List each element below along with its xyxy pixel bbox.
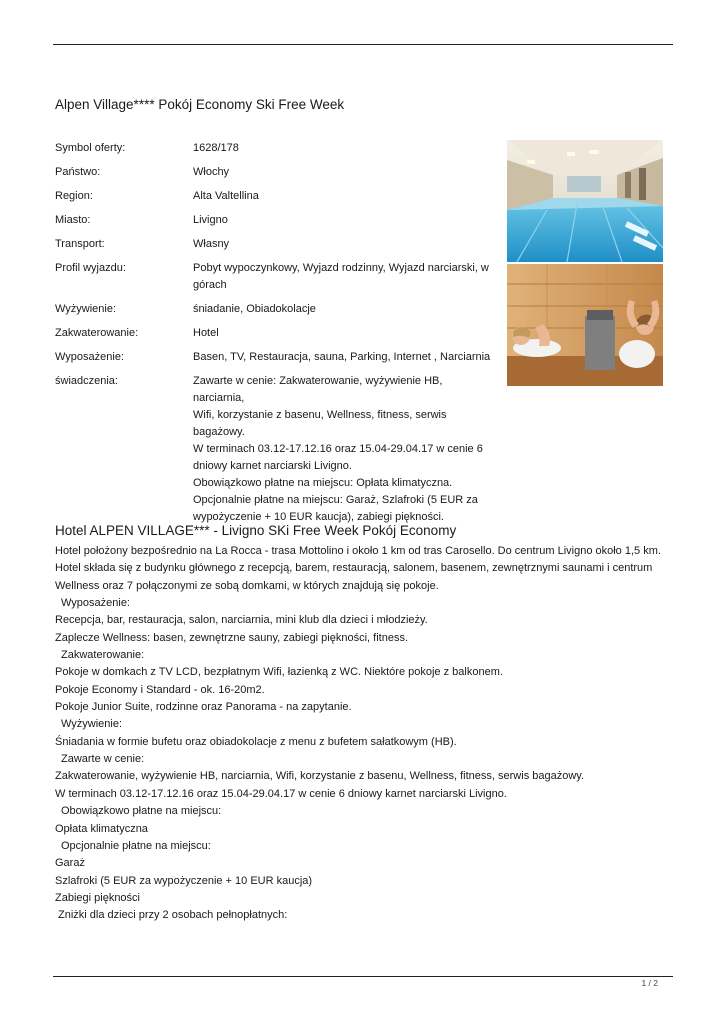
pool-photo-graphic xyxy=(507,140,663,262)
spec-value: śniadanie, Obiadokolacje xyxy=(193,303,316,315)
description-line: Zakwaterowanie, wyżywienie HB, narciarnia, Wifi, korzystanie z basenu, Wellness, fitness, serwis bagażowy. xyxy=(55,770,585,783)
spec-row xyxy=(55,164,500,181)
spec-label: Transport: xyxy=(55,238,105,250)
spec-value: Basen, TV, Restauracja, sauna, Parking, Internet , Narciarnia xyxy=(193,351,491,363)
spec-value: 1628/178 xyxy=(193,142,239,154)
spec-row xyxy=(55,188,500,205)
spec-row xyxy=(55,212,500,229)
header-rule xyxy=(53,44,673,45)
spec-row xyxy=(55,373,500,526)
spec-row xyxy=(55,236,500,253)
spec-label: Miasto: xyxy=(55,214,91,226)
description-line: W terminach 03.12-17.12.16 oraz 15.04-29.04.17 w cenie 6 dniowy karnet narciarski Livigno. xyxy=(55,787,507,800)
description-line: Hotel składa się z budynku głównego z recepcją, barem, restauracją, salonem, basenem, zewnętrznymi saunami i centrum xyxy=(55,562,653,575)
spec-value: Włochy xyxy=(193,166,230,178)
description-line: Opłata klimatyczna xyxy=(55,822,148,835)
spec-value: Hotel xyxy=(193,327,219,339)
hotel-description xyxy=(55,543,670,925)
spec-value: Alta Valtellina xyxy=(193,190,259,202)
sauna-photo-graphic xyxy=(507,264,663,386)
offer-title: Alpen Village**** Pokój Economy Ski Free Week xyxy=(55,97,345,112)
description-line: Zaplecze Wellness: basen, zewnętrzne sauny, zabiegi piękności, fitness. xyxy=(55,631,408,644)
spec-label: Profil wyjazdu: xyxy=(55,262,126,274)
spec-value: Zawarte w cenie: Zakwaterowanie, wyżywienie HB, narciarnia, Wifi, korzystanie z basenu, Wellness, fitness, serwis bagażowy. W terminach 03.12-17.12.16 oraz 15.04-29.04.17 w cenie 6 dniowy karnet narciarski Livigno. Obowiązkowo płatne na miejscu: Opłata klimatyczna. Opcjonalnie płatne na miejscu: Garaż, Szlafroki (5 EUR za wypożyczenie + 10 EUR kaucja), zabiegi piękności. xyxy=(193,375,483,523)
description-line: Pokoje Economy i Standard - ok. 16-20m2. xyxy=(55,683,265,696)
spec-row xyxy=(55,260,500,294)
spec-value: Livigno xyxy=(193,214,228,226)
spec-row xyxy=(55,325,500,342)
pool-photo xyxy=(507,140,663,262)
description-line: Zawarte w cenie: xyxy=(61,753,145,766)
spec-value: Pobyt wypoczynkowy, Wyjazd rodzinny, Wyjazd narciarski, w górach xyxy=(193,262,489,291)
spec-value: Własny xyxy=(193,238,230,250)
description-line: Obowiązkowo płatne na miejscu: xyxy=(61,805,222,818)
spec-row xyxy=(55,349,500,366)
spec-label: Region: xyxy=(55,190,93,202)
spec-label: Wyżywienie: xyxy=(55,303,117,315)
spec-label: Zakwaterowanie: xyxy=(55,327,139,339)
description-line: Wellness oraz 7 połączonymi ze sobą domkami, w których znajdują się pokoje. xyxy=(55,579,439,592)
spec-label: Wyposażenie: xyxy=(55,351,124,363)
description-line: Wyżywienie: xyxy=(61,718,123,731)
description-line: Zabiegi piękności xyxy=(55,891,140,904)
spec-row xyxy=(55,140,500,157)
offer-specs-table xyxy=(55,140,500,533)
hotel-title: Hotel ALPEN VILLAGE*** - Livigno SKi Free Week Pokój Economy xyxy=(55,523,457,538)
sauna-photo xyxy=(507,264,663,386)
description-line: Zniżki dla dzieci przy 2 osobach pełnopłatnych: xyxy=(58,909,288,922)
spec-label: świadczenia: xyxy=(55,375,118,387)
description-line: Hotel położony bezpośrednio na La Rocca - trasa Mottolino i około 1 km od tras Carosello. Do centrum Livigno około 1,5 km. xyxy=(55,545,661,557)
page-number: 1 / 2 xyxy=(641,978,658,988)
description-line: Szlafroki (5 EUR za wypożyczenie + 10 EUR kaucja) xyxy=(55,874,313,887)
description-line: Recepcja, bar, restauracja, salon, narciarnia, mini klub dla dzieci i młodzieży. xyxy=(55,614,428,627)
description-line: Śniadania w formie bufetu oraz obiadokolacje z menu z bufetem sałatkowym (HB). xyxy=(55,735,457,748)
description-line: Pokoje Junior Suite, rodzinne oraz Panorama - na zapytanie. xyxy=(55,701,352,714)
description-line: Wyposażenie: xyxy=(61,597,130,610)
spec-label: Państwo: xyxy=(55,166,101,178)
description-line: Opcjonalnie płatne na miejscu: xyxy=(61,839,211,852)
description-line: Zakwaterowanie: xyxy=(61,649,145,662)
description-line: Garaż xyxy=(55,857,85,870)
spec-label: Symbol oferty: xyxy=(55,142,126,154)
footer-rule xyxy=(53,976,673,977)
spec-row xyxy=(55,301,500,318)
description-line: Pokoje w domkach z TV LCD, bezpłatnym Wifi, łazienką z WC. Niektóre pokoje z balkonem. xyxy=(55,666,503,679)
